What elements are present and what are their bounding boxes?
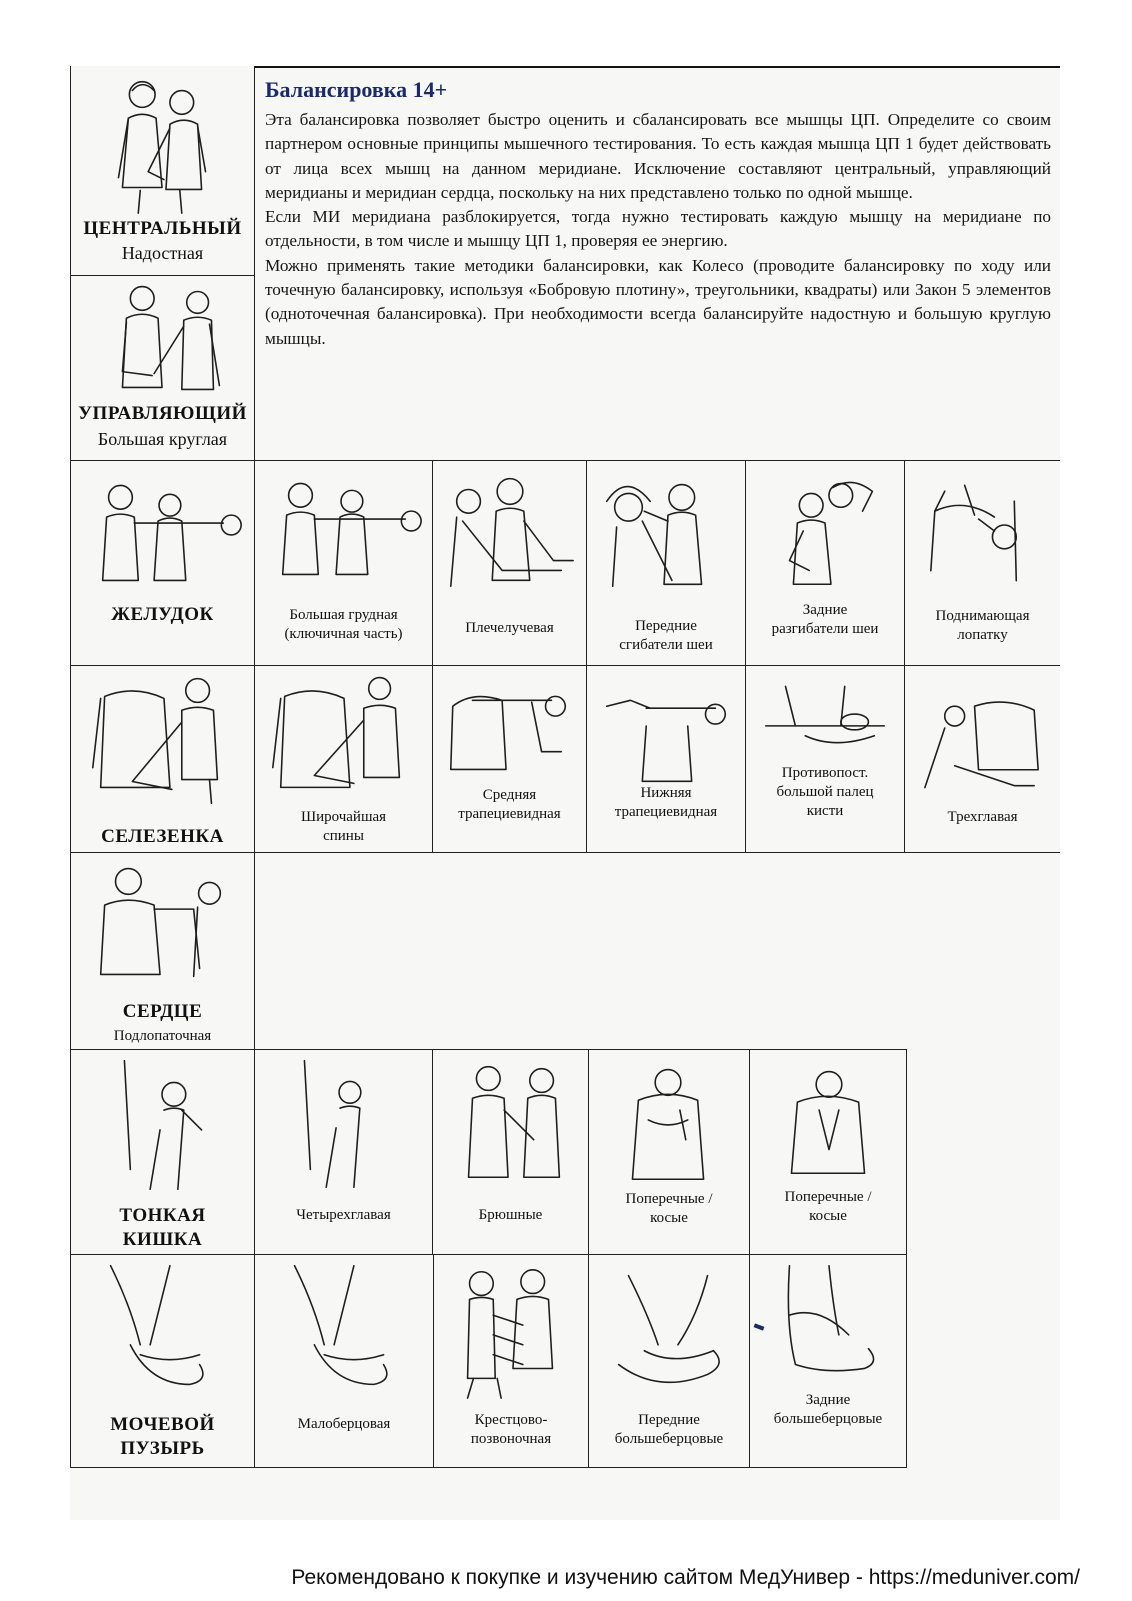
muscle-test-figure — [255, 461, 432, 586]
muscle-test-figure — [71, 666, 254, 806]
muscle-label: Противопост. большой палец кисти — [776, 765, 874, 819]
muscle-cell — [904, 665, 1060, 853]
muscle-test-figure — [750, 1255, 906, 1395]
muscle-cell — [254, 665, 433, 853]
central-name: ЦЕНТРАЛЬНЫЙ — [83, 218, 242, 239]
heart-name: СЕРДЦЕ — [122, 1001, 203, 1022]
intro-block — [265, 76, 1051, 351]
muscle-test-figure — [71, 1050, 254, 1200]
central-muscle: Надостная — [121, 243, 204, 263]
muscle-test-figure — [255, 1255, 433, 1405]
muscle-test-figure — [71, 66, 254, 216]
muscle-label: Четырехглавая — [296, 1207, 391, 1223]
muscle-label: Широчайшая спины — [300, 809, 387, 844]
muscle-label: Средняя трапециевидная — [458, 787, 561, 822]
muscle-test-figure — [71, 853, 254, 988]
muscle-cell — [254, 1254, 434, 1468]
muscle-label: Передние большеберцовые — [614, 1412, 724, 1447]
muscle-label: Брюшные — [478, 1207, 543, 1223]
muscle-cell — [588, 1049, 750, 1255]
muscle-test-figure — [905, 461, 1060, 591]
muscle-label: Большая грудная (ключичная часть) — [284, 607, 403, 642]
footer-recommendation: Рекомендовано к покупке и изучению сайтом МедУнивер - https://meduniver.com/ — [291, 1566, 1080, 1589]
muscle-label: Задние большеберцовые — [773, 1392, 883, 1427]
muscle-label: Крестцово- позвоночная — [470, 1412, 552, 1447]
muscle-label: Поперечные / косые — [784, 1189, 872, 1224]
muscle-test-figure — [589, 1050, 749, 1185]
muscle-label: Трехглавая — [947, 809, 1018, 825]
intro-paragraph-1: Эта балансировка позволяет быстро оценить и сбалансировать все мышцы ЦП. Определите со своим партнером основные принципы мышечного тестирования. То есть каждая мышца ЦП 1 будет действовать от лица всех мышц на данном меридиане. Исключение составляют центральный, управляющий меридианы и меридиан сердца, поскольку на них представлено только по одной мышце. — [265, 110, 1051, 202]
muscle-test-figure — [433, 461, 586, 591]
muscle-cell — [254, 1049, 433, 1255]
intro-paragraph-2: Если МИ меридиана разблокируется, тогда нужно тестировать каждую мышцу на меридиане по отдельности, в том числе и мышцу ЦП 1, проверяя ее энергию. — [265, 207, 1051, 251]
governing-name: УПРАВЛЯЮЩИЙ — [78, 403, 247, 424]
small-intestine-meridian-cell — [70, 1049, 255, 1255]
muscle-label: Малоберцовая — [297, 1416, 391, 1432]
muscle-cell — [432, 1049, 589, 1255]
muscle-cell — [745, 665, 905, 853]
muscle-cell — [586, 460, 746, 666]
muscle-label: Передние сгибатели шеи — [619, 618, 713, 653]
small-intestine-name: ТОНКАЯ КИШКА — [119, 1205, 206, 1250]
muscle-test-figure — [746, 666, 904, 766]
muscle-test-figure — [589, 1255, 749, 1405]
muscle-cell — [745, 460, 905, 666]
muscle-test-figure — [433, 1050, 588, 1190]
governing-meridian-cell — [70, 275, 255, 461]
stomach-name: ЖЕЛУДОК — [111, 604, 214, 625]
muscle-test-figure — [746, 461, 904, 591]
governing-muscle: Большая круглая — [97, 429, 228, 449]
muscle-test-figure — [587, 666, 745, 786]
heart-muscle: Подлопаточная — [113, 1028, 212, 1044]
muscle-cell — [586, 665, 746, 853]
muscle-test-figure — [434, 1255, 588, 1405]
muscle-test-figure — [750, 1050, 906, 1180]
bladder-name: МОЧЕВОЙ ПУЗЫРЬ — [110, 1414, 215, 1459]
central-meridian-cell — [70, 66, 255, 276]
heart-meridian-cell — [70, 852, 255, 1050]
muscle-test-figure — [71, 276, 254, 401]
muscle-label: Нижняя трапециевидная — [614, 785, 718, 820]
muscle-label: Плечелучевая — [465, 620, 554, 636]
muscle-cell — [433, 1254, 589, 1468]
muscle-label: Поперечные / косые — [625, 1191, 713, 1226]
muscle-test-figure — [255, 666, 432, 796]
muscle-cell — [432, 460, 587, 666]
muscle-cell — [588, 1254, 750, 1468]
muscle-cell — [254, 460, 433, 666]
muscle-test-figure — [71, 1255, 254, 1405]
spleen-name: СЕЛЕЗЕНКА — [101, 826, 224, 847]
muscle-test-figure — [433, 666, 586, 786]
page-title: Балансировка 14+ — [265, 77, 448, 102]
muscle-cell — [432, 665, 587, 853]
muscle-cell — [749, 1254, 907, 1468]
intro-paragraph-3: Можно применять такие методики балансировки, как Колесо (проводите балансировку по ходу или точечную балансировку, используя «Бобровую плотину», треугольники, квадраты) или Закон 5 элементов (одноточечная балансировка). При необходимости всегда балансируйте надостную и большую круглую мышцы. — [265, 255, 1051, 348]
bladder-meridian-cell — [70, 1254, 255, 1468]
stomach-meridian-cell — [70, 460, 255, 666]
muscle-test-figure — [587, 461, 745, 596]
muscle-label: Поднимающая лопатку — [935, 608, 1030, 643]
muscle-label: Задние разгибатели шеи — [771, 602, 879, 637]
muscle-cell — [749, 1049, 907, 1255]
muscle-cell — [904, 460, 1060, 666]
muscle-test-figure — [71, 461, 254, 591]
muscle-test-figure — [905, 666, 1060, 796]
spleen-meridian-cell — [70, 665, 255, 853]
muscle-test-figure — [255, 1050, 432, 1195]
